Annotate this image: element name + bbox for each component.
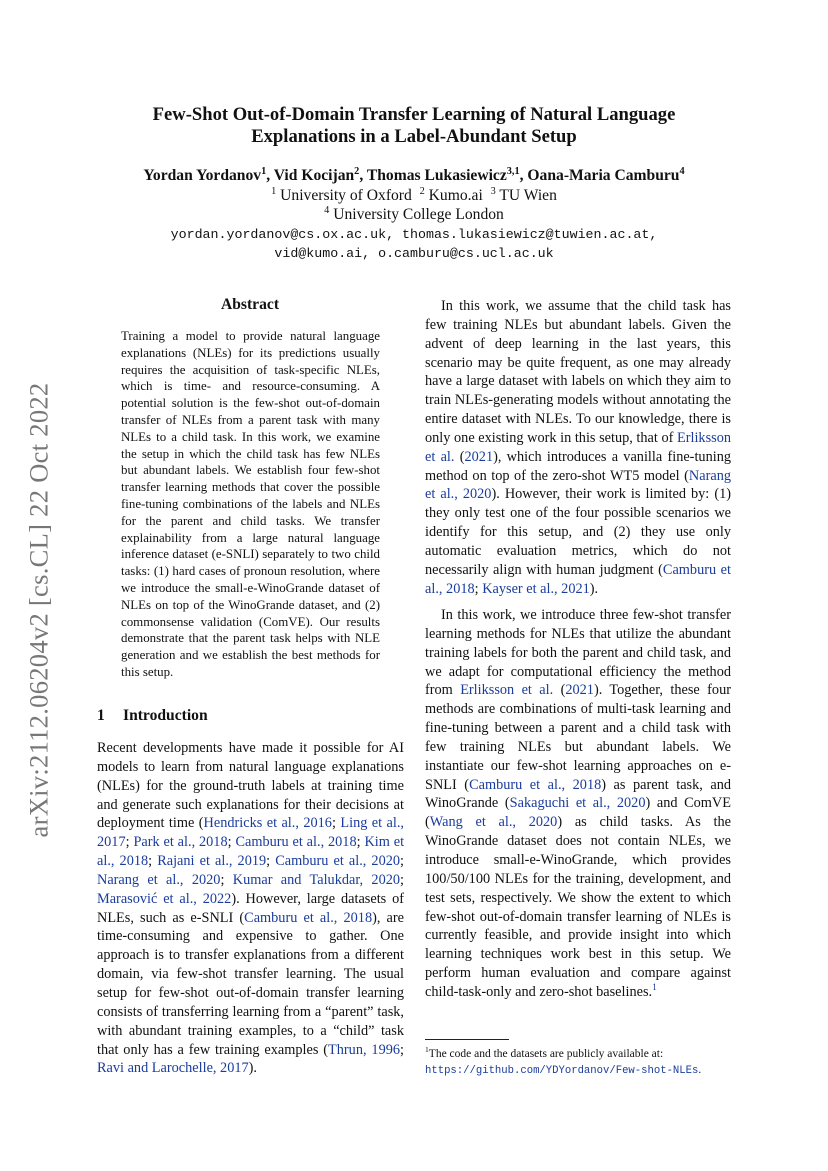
arxiv-sidebar: [14, 360, 64, 860]
affiliation-2: Kumo.ai: [428, 186, 483, 204]
author-3-affil: 3,1: [506, 165, 520, 177]
author-1-affil: 1: [261, 165, 267, 177]
citation-link[interactable]: Marasović et al., 2022: [97, 890, 232, 907]
affiliations-line-2: $^4$ University College London: [324, 204, 504, 223]
abstract-heading: Abstract: [220, 296, 280, 313]
author-2: Vid Kocijan: [273, 167, 355, 184]
citation-link[interactable]: Erliksson et al.: [425, 429, 731, 465]
citation-link[interactable]: Camburu et al., 2018: [425, 561, 731, 597]
title-line-2: Explanations in a Label-Abundant Setup: [251, 126, 577, 147]
code-url-link[interactable]: https://github.com/YDYordanov/Few-shot-NLEs: [425, 1065, 699, 1077]
citation-link[interactable]: Rajani et al., 2019: [157, 853, 267, 870]
citation-link[interactable]: Camburu et al., 2018: [235, 834, 357, 851]
arxiv-identifier: arXiv:2112.06204v2 [cs.CL] 22 Oct 2022: [23, 382, 54, 838]
citation-link[interactable]: Erliksson et al.: [460, 682, 554, 699]
affiliations-line-1: $^1$ University of Oxford $^2$ Kumo.ai $^3$ TU Wien: [271, 185, 557, 204]
citation-link[interactable]: Kayser et al., 2021: [482, 580, 590, 597]
citation-link[interactable]: 2021: [464, 448, 494, 465]
citation-link[interactable]: 2021: [565, 682, 594, 699]
author-4-affil: 4: [679, 165, 685, 177]
section-title: Introduction: [123, 707, 208, 724]
footnote: $^1$The code and the datasets are publicly available at: https://github.com/YDYordanov/Few-shot-NLEs.: [425, 1045, 702, 1077]
title-line-1: Few-Shot Out-of-Domain Transfer Learning of Natural Language: [152, 104, 676, 125]
citation-link[interactable]: Camburu et al., 2018: [469, 776, 602, 793]
citation-link[interactable]: Sakaguchi et al., 2020: [509, 795, 646, 812]
right-paragraph-2: In this work, we introduce three few-shot transfer learning methods for NLEs that utilize the abundant training labels for both the parent and child task, and we adapt for computational efficiency the method from Erliksson et al. (2021). Together, these four methods are combinations of multi-task learning and fine-tuning between a parent and a child task with few training NLEs but abundant labels. We instantiate our few-shot learning approaches on e-SNLI (Camburu et al., 2018) as parent task, and WinoGrande (Sakaguchi et al., 2020) and ComVE (Wang et al., 2020) as child tasks. As the WinoGrande dataset does not contain NLEs, we introduce small-e-WinoGrande, which provides 100/50/100 NLEs for the training, development, and test sets, respectively. We show the extent to which few-shot out-of-domain transfer learning of NLEs is currently feasible, and provide insight into which learning techniques work best in this setup. We perform human evaluation and compare against child-task-only and zero-shot baselines.$^1$: [425, 607, 732, 1000]
author-2-affil: 2: [354, 165, 360, 177]
citation-link[interactable]: Camburu et al., 2020: [275, 853, 401, 870]
citation-link[interactable]: Kim et al., 2018: [97, 834, 405, 870]
emails-line-2: vid@kumo.ai, o.camburu@cs.ucl.ac.uk: [274, 246, 554, 261]
affiliation-4: University College London: [333, 206, 504, 223]
citation-link[interactable]: Park et al., 2018: [133, 834, 228, 851]
right-paragraph-1: In this work, we assume that the child task has few training NLEs but abundant labels. Given the advent of deep learning in the last years, this scenario may be quite frequent, as one may already have a large dataset with labels on which they aim to train NLEs-generating models without annotating the entire dataset with NLEs. To our knowledge, there is only one existing work in this setup, that of Erliksson et al. (2021), which introduces a vanilla fine-tuning method on top of the zero-shot WT5 model (Narang et al., 2020). However, their work is limited by: (1) they only test one of the four possible scenarios we identify for this setup, and (2) they use only automatic evaluation metrics, which do not necessarily align with human judgment (Camburu et al., 2018; Kayser et al., 2021).: [425, 298, 731, 597]
citation-link[interactable]: Ravi and Larochelle, 2017: [97, 1060, 249, 1077]
abstract-text: Training a model to provide natural language explanations (NLEs) for its predictions usually requires the acquisition of task-specific NLEs, which is time- and resource-consuming. A potential solution is the few-shot out-of-domain transfer of NLEs from a parent task with many NLEs to a child task. In this work, we examine the setup in which the child task has few NLEs but abundant labels. We establish four few-shot transfer learning methods that cover the possible fine-tuning combinations of the labels and NLEs for the parent and child tasks. We transfer explainability from a large natural language inference dataset (e-SNLI) separately to two child tasks: (1) hard cases of pronoun resolution, where we introduce the small-e-WinoGrande dataset of NLEs on top of the WinoGrande dataset, and (2) commonsense validation (ComVE). Our results demonstrate that the parent task helps with NLE generation and we establish the best methods for this setup.: [121, 329, 380, 679]
footnote-number: 1: [425, 1045, 429, 1055]
section-heading-introduction: [97, 707, 208, 725]
author-4: Oana-Maria Camburu: [527, 167, 680, 184]
footnote-divider: [425, 1039, 509, 1040]
affiliation-1: University of Oxford: [280, 186, 412, 204]
citation-link[interactable]: Ling et al., 2017: [97, 815, 405, 851]
author-block: [90, 166, 738, 264]
footnote-marker[interactable]: 1: [652, 983, 657, 994]
author-3: Thomas Lukasiewicz: [366, 167, 507, 184]
citation-link[interactable]: Thrun, 1996: [328, 1041, 401, 1058]
citation-link[interactable]: Narang et al., 2020: [97, 871, 221, 888]
citation-link[interactable]: Wang et al., 2020: [429, 814, 558, 831]
emails-line-1: yordan.yordanov@cs.ox.ac.uk, thomas.lukasiewicz@tuwien.ac.at,: [170, 226, 658, 242]
author-1: Yordan Yordanov: [143, 167, 262, 184]
affiliation-3: TU Wien: [499, 186, 557, 204]
citation-link[interactable]: Camburu et al., 2018: [244, 909, 373, 926]
section-number: 1: [97, 707, 105, 724]
citation-link[interactable]: Narang et al., 2020: [425, 467, 731, 503]
paper-title: [100, 104, 728, 148]
citation-link[interactable]: Hendricks et al., 2016: [203, 815, 332, 832]
intro-paragraph: Recent developments have made it possible for AI models to learn from natural language explanations (NLEs) for the ground-truth labels at training time and generate such explanations for their decisions at deployment time (Hendricks et al., 2016; Ling et al., 2017; Park et al., 2018; Camburu et al., 2018; Kim et al., 2018; Rajani et al., 2019; Camburu et al., 2020; Narang et al., 2020; Kumar and Talukdar, 2020; Marasović et al., 2022). However, large datasets of NLEs, such as e-SNLI (Camburu et al., 2018), are time-consuming and expensive to gather. One approach is to transfer explanations from a different domain, via few-shot transfer learning. The usual setup for few-shot out-of-domain transfer learning consists of transferring learning from a “parent” task, with abundant training examples, to a “child” task that only has a few training examples (Thrun, 1996; Ravi and Larochelle, 2017).: [97, 740, 405, 1077]
author-names: Yordan Yordanov$^1$, Vid Kocijan$^2$, Thomas Lukasiewicz$^{3,1}$, Oana-Maria Camburu$^4$: [143, 165, 685, 184]
citation-link[interactable]: Kumar and Talukdar, 2020: [232, 871, 401, 888]
